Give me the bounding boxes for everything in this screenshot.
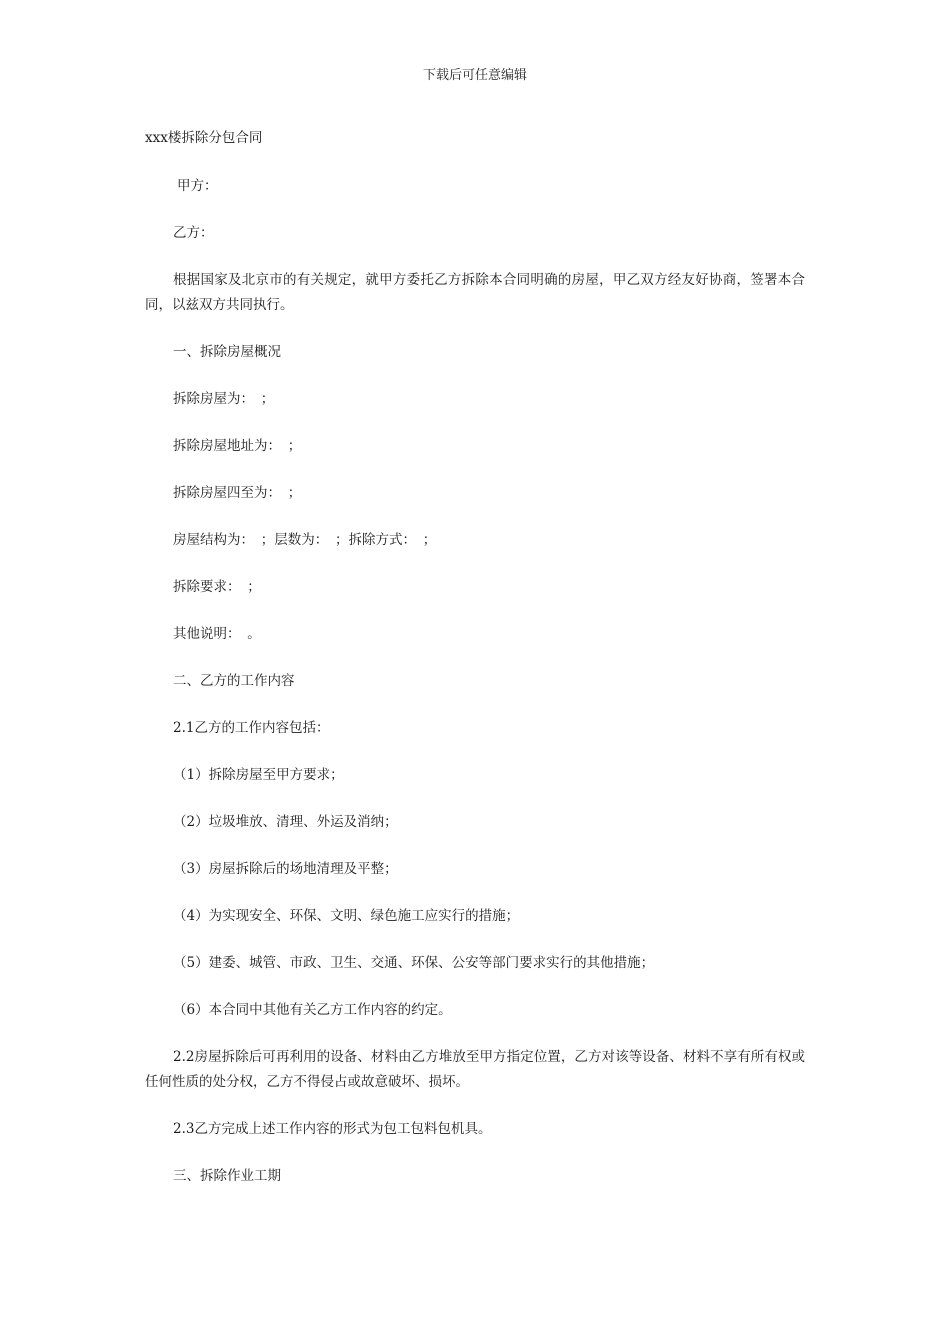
- section-heading: 三、拆除作业工期: [173, 1168, 281, 1184]
- list-item: （3）房屋拆除后的场地清理及平整；: [173, 861, 398, 877]
- clause-line: 拆除房屋四至为： ；: [173, 485, 302, 501]
- clause-line: 房屋结构为： ；层数为： ；拆除方式： ；: [173, 532, 437, 548]
- clause-line: 2.1乙方的工作内容包括：: [173, 720, 330, 736]
- document-title: xxx楼拆除分包合同: [145, 130, 263, 146]
- section-heading: 一、拆除房屋概况: [173, 344, 281, 360]
- clause-line: 拆除房屋地址为： ；: [173, 438, 302, 454]
- list-item: （2）垃圾堆放、清理、外运及消纳；: [173, 814, 398, 830]
- list-item: （5）建委、城管、市政、卫生、交通、环保、公安等部门要求实行的其他措施；: [173, 955, 655, 971]
- party-b-line: 乙方：: [173, 225, 214, 241]
- page-header: 下载后可任意编辑: [422, 68, 527, 83]
- list-item: （6）本合同中其他有关乙方工作内容的约定。: [173, 1002, 452, 1018]
- clause-line: 拆除要求： ；: [173, 579, 261, 595]
- list-item: （1）拆除房屋至甲方要求；: [173, 767, 344, 783]
- clause-line: 其他说明： 。: [173, 626, 261, 642]
- preamble-paragraph: 根据国家及北京市的有关规定，就甲方委托乙方拆除本合同明确的房屋，甲乙双方经友好协商，签署本合同，以兹双方共同执行。: [145, 272, 805, 313]
- clause-line: 2.3乙方完成上述工作内容的形式为包工包料包机具。: [173, 1121, 492, 1137]
- document-body: [145, 127, 805, 1211]
- section-heading: 二、乙方的工作内容: [173, 673, 295, 689]
- party-a-line: 甲方：: [177, 178, 218, 194]
- list-item: （4）为实现安全、环保、文明、绿色施工应实行的措施；: [173, 908, 520, 924]
- clause-paragraph: 2.2房屋拆除后可再利用的设备、材料由乙方堆放至甲方指定位置，乙方对该等设备、材料不享有所有权或任何性质的处分权，乙方不得侵占或故意破坏、损坏。: [145, 1049, 805, 1090]
- clause-line: 拆除房屋为： ；: [173, 391, 275, 407]
